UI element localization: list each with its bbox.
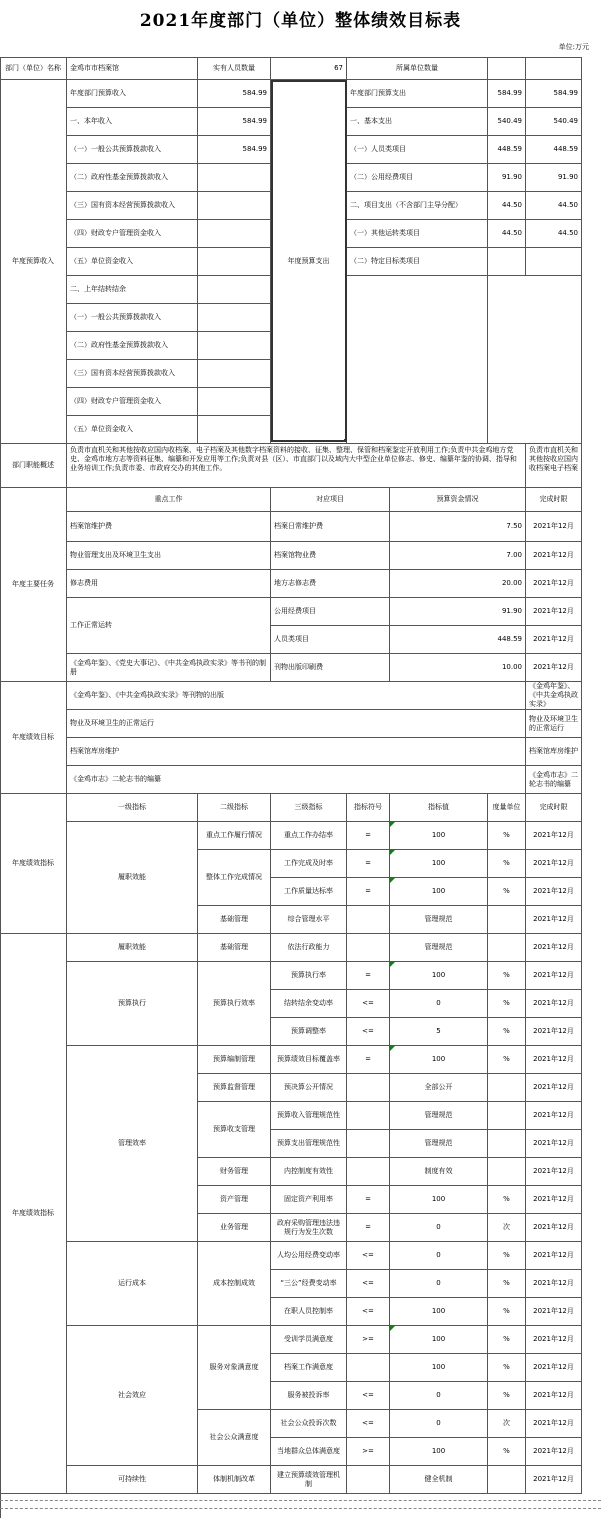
exp: 540.49: [526, 108, 582, 136]
task: 档案日常维护费: [271, 512, 390, 542]
empty-cell: [198, 276, 271, 304]
inc: （二）政府性基金预算拨款收入: [67, 332, 198, 360]
ind: 0: [390, 1242, 488, 1270]
comment-marker: [390, 1326, 395, 1331]
ind: >=: [347, 1326, 390, 1354]
goal: 档案馆库房维护: [526, 738, 582, 766]
ind: =: [347, 1214, 390, 1242]
ind: %: [488, 962, 526, 990]
empty-cell: [488, 248, 526, 276]
ind: 社会效应: [67, 1326, 198, 1466]
ind: 0: [390, 1382, 488, 1410]
ind: <=: [347, 1270, 390, 1298]
ind: 政府采购管理违法违规行为发生次数: [271, 1214, 347, 1242]
ind: 基础管理: [198, 934, 271, 962]
ind: 2021年12月: [526, 962, 582, 990]
ind: 履职效能: [67, 934, 198, 962]
ind: 健全机制: [390, 1466, 488, 1494]
exp: 448.59: [526, 136, 582, 164]
ind: %: [488, 1018, 526, 1046]
ind: 全部公开: [390, 1074, 488, 1102]
exp: 584.99: [526, 80, 582, 108]
ind: 可持续性: [67, 1466, 198, 1494]
task-section: 年度主要任务: [0, 488, 67, 682]
ind: 100: [390, 1046, 488, 1074]
exp: 91.90: [488, 164, 526, 192]
ind: %: [488, 1354, 526, 1382]
ind: 管理规范: [390, 1102, 488, 1130]
ind: %: [488, 1326, 526, 1354]
goal: 《金鸡年鉴》、《中共金鸡执政实录》等刊物的出版: [67, 682, 526, 710]
exp: 540.49: [488, 108, 526, 136]
ind: 2021年12月: [526, 1242, 582, 1270]
ind: 2021年12月: [526, 1410, 582, 1438]
task: 修志费用: [67, 570, 271, 598]
ind: 100: [390, 1354, 488, 1382]
task-h: 完成时限: [526, 488, 582, 512]
ind-h: 二级指标: [198, 794, 271, 822]
goal-section: 年度绩效目标: [0, 682, 67, 794]
empty-cell: [198, 248, 271, 276]
func-text2: 负责市直机关和其他按收应国内收档案电子档案: [526, 444, 582, 488]
ind: 100: [390, 1298, 488, 1326]
ind-section: 年度绩效指标: [0, 794, 67, 934]
exp: （二）特定目标类项目: [347, 248, 488, 276]
ind: 档案工作满意度: [271, 1354, 347, 1382]
ind: 次: [488, 1410, 526, 1438]
task: 《金鸡年鉴》、《党史大事记》、《中共金鸡执政实录》等书刊的制册: [67, 654, 271, 682]
empty-cell: [526, 248, 582, 276]
ind: 预算收支管理: [198, 1102, 271, 1158]
ind: %: [488, 1270, 526, 1298]
unit-label: 单位:万元: [558, 43, 589, 51]
ind: 管理效率: [67, 1046, 198, 1242]
inc: 584.99: [198, 80, 271, 108]
task: 档案馆维护费: [67, 512, 271, 542]
ind: %: [488, 1438, 526, 1466]
empty-cell: [347, 1158, 390, 1186]
ind: %: [488, 1186, 526, 1214]
func-text: 负责市直机关和其他按收应国内收档案、电子档案及其他数字档案资料的接收、征集、整理、保管和档案鉴定开放利用工作;负责中共金鸡地方党史、金鸡市地方志等资料征集、编纂和开发应用等工作;负责对县（区）、市直部门以及域内大中型企业单位修志、修史、编纂年鉴的协调、指导和业务培训工作;负责市委、市政府交办的其他工作。: [67, 444, 526, 488]
task: 物业管理支出及环境卫生支出: [67, 542, 271, 570]
ind: 基础管理: [198, 906, 271, 934]
ind: 业务管理: [198, 1214, 271, 1242]
ind2-section: 年度绩效指标: [0, 934, 67, 1494]
task: 7.00: [390, 542, 526, 570]
task: 7.50: [390, 512, 526, 542]
ind: 2021年12月: [526, 1270, 582, 1298]
ind: 100: [390, 822, 488, 850]
ind: <=: [347, 990, 390, 1018]
ind: %: [488, 1242, 526, 1270]
task: 2021年12月: [526, 598, 582, 626]
comment-marker: [390, 822, 395, 827]
ind: 2021年12月: [526, 1382, 582, 1410]
ind: 2021年12月: [526, 1074, 582, 1102]
income-section: 年度预算收入: [0, 80, 67, 444]
ind: 预算监督管理: [198, 1074, 271, 1102]
empty-cell: [198, 388, 271, 416]
ind: 2021年12月: [526, 1466, 582, 1494]
parent-label: 所属单位数量: [347, 57, 488, 80]
ind: 2021年12月: [526, 1046, 582, 1074]
dept-value: 金鸡市市档案馆: [67, 57, 198, 80]
ind: 服务对象满意度: [198, 1326, 271, 1410]
ind: 2021年12月: [526, 934, 582, 962]
empty-cell: [347, 934, 390, 962]
ind: 工作质量达标率: [271, 878, 347, 906]
comment-marker: [390, 878, 395, 883]
inc: （一）一般公共预算拨款收入: [67, 136, 198, 164]
ind: 2021年12月: [526, 1102, 582, 1130]
ind: 依法行政能力: [271, 934, 347, 962]
empty-cell: [198, 304, 271, 332]
inc: 584.99: [198, 108, 271, 136]
ind: 体制机制改革: [198, 1466, 271, 1494]
empty-cell: [347, 906, 390, 934]
task: 地方志修志费: [271, 570, 390, 598]
ind: 结转结余变动率: [271, 990, 347, 1018]
ind: 重点工作履行情况: [198, 822, 271, 850]
inc: （二）政府性基金预算拨款收入: [67, 164, 198, 192]
ind: %: [488, 1046, 526, 1074]
ind: 0: [390, 990, 488, 1018]
inc: （五）单位资金收入: [67, 248, 198, 276]
ind: 预算收入管理规范性: [271, 1102, 347, 1130]
task: 档案馆物业费: [271, 542, 390, 570]
ind: 建立预算绩效管理机制: [271, 1466, 347, 1494]
ind: 次: [488, 1214, 526, 1242]
inc: （三）国有资本经营预算拨款收入: [67, 192, 198, 220]
ind: 工作完成及时率: [271, 850, 347, 878]
inc: （三）国有资本经营预算拨款收入: [67, 360, 198, 388]
ind-h: 度量单位: [488, 794, 526, 822]
task-h: 对应项目: [271, 488, 390, 512]
ind: 2021年12月: [526, 1298, 582, 1326]
ind: =: [347, 850, 390, 878]
inc: （四）财政专户管理资金收入: [67, 388, 198, 416]
ind: 预算执行率: [271, 962, 347, 990]
ind: 2021年12月: [526, 1130, 582, 1158]
empty-cell: [347, 1466, 390, 1494]
exp: （一）人员类项目: [347, 136, 488, 164]
ind: 预算编制管理: [198, 1046, 271, 1074]
ind: =: [347, 1046, 390, 1074]
ind: 0: [390, 1270, 488, 1298]
goal: 《金鸡市志》二轮志书的编纂: [67, 766, 526, 794]
inc: （一）一般公共预算拨款收入: [67, 304, 198, 332]
comment-marker: [390, 1046, 395, 1051]
empty-cell: [198, 220, 271, 248]
ind: 2021年12月: [526, 1354, 582, 1382]
func-label: 部门职能概述: [0, 444, 67, 488]
ind: 运行成本: [67, 1242, 198, 1326]
ind: %: [488, 1382, 526, 1410]
task: 91.90: [390, 598, 526, 626]
ind: 当地群众总体满意度: [271, 1438, 347, 1466]
ind: 2021年12月: [526, 1438, 582, 1466]
ind: 财务管理: [198, 1158, 271, 1186]
ind: 社会公众满意度: [198, 1410, 271, 1466]
task: 2021年12月: [526, 512, 582, 542]
dept-label: 部门（单位）名称: [0, 57, 67, 80]
ind: 2021年12月: [526, 1214, 582, 1242]
task: 工作正常运转: [67, 598, 271, 654]
ind: 2021年12月: [526, 1186, 582, 1214]
ind: %: [488, 822, 526, 850]
ind: 整体工作完成情况: [198, 850, 271, 906]
ind: 预决算公开情况: [271, 1074, 347, 1102]
empty-cell: [526, 57, 582, 80]
ind: %: [488, 850, 526, 878]
task-h: 预算资金情况: [390, 488, 526, 512]
task: 2021年12月: [526, 626, 582, 654]
staff-value: 67: [271, 57, 347, 80]
exp: 年度部门预算支出: [347, 80, 488, 108]
empty-cell: [488, 934, 526, 962]
ind: 管理规范: [390, 906, 488, 934]
ind: 管理规范: [390, 934, 488, 962]
ind: 制度有效: [390, 1158, 488, 1186]
empty-cell: [347, 1074, 390, 1102]
task: 人员类项目: [271, 626, 390, 654]
ind: 5: [390, 1018, 488, 1046]
ind-h: 一级指标: [67, 794, 198, 822]
ind: 预算绩效目标覆盖率: [271, 1046, 347, 1074]
empty-cell: [347, 1130, 390, 1158]
ind: 综合管理水平: [271, 906, 347, 934]
empty-cell: [488, 1074, 526, 1102]
inc: 584.99: [198, 136, 271, 164]
ind-h: 指标值: [390, 794, 488, 822]
exp: 44.50: [526, 192, 582, 220]
ind-h: 三级指标: [271, 794, 347, 822]
ind: =: [347, 1186, 390, 1214]
inc: 一、本年收入: [67, 108, 198, 136]
goal: 档案馆库房维护: [67, 738, 526, 766]
empty-cell: [488, 57, 526, 80]
inc: 二、上年结转结余: [67, 276, 198, 304]
ind: 预算支出管理规范性: [271, 1130, 347, 1158]
ind: 资产管理: [198, 1186, 271, 1214]
comment-marker: [390, 962, 395, 967]
empty-cell: [198, 164, 271, 192]
empty-cell: [488, 1102, 526, 1130]
ind: 社会公众投诉次数: [271, 1410, 347, 1438]
ind: 服务被投诉率: [271, 1382, 347, 1410]
exp: （一）其他运转类项目: [347, 220, 488, 248]
ind: “三公”经费变动率: [271, 1270, 347, 1298]
ind: 管理规范: [390, 1130, 488, 1158]
ind: 2021年12月: [526, 1158, 582, 1186]
ind: 2021年12月: [526, 850, 582, 878]
ind: <=: [347, 1298, 390, 1326]
ind: 0: [390, 1410, 488, 1438]
exp: （二）公用经费项目: [347, 164, 488, 192]
exp: 448.59: [488, 136, 526, 164]
ind: 100: [390, 1186, 488, 1214]
exp: 二、项目支出（不含部门主导分配）: [347, 192, 488, 220]
empty-cell: [488, 1158, 526, 1186]
ind: 100: [390, 1326, 488, 1354]
empty-cell: [488, 1466, 526, 1494]
page-break-line-2: [0, 1508, 601, 1509]
task-h: 重点工作: [67, 488, 271, 512]
goal: 物业及环境卫生的正常运行: [526, 710, 582, 738]
ind-h: 指标符号: [347, 794, 390, 822]
exp: 一、基本支出: [347, 108, 488, 136]
ind: %: [488, 990, 526, 1018]
ind: <=: [347, 1382, 390, 1410]
empty-cell: [198, 192, 271, 220]
exp: 44.50: [488, 220, 526, 248]
empty-cell: [488, 906, 526, 934]
ind: 受训学员满意度: [271, 1326, 347, 1354]
empty-cell: [488, 276, 582, 444]
inc: （五）单位资金收入: [67, 416, 198, 444]
task: 2021年12月: [526, 542, 582, 570]
empty-cell: [198, 332, 271, 360]
staff-label: 实有人员数量: [198, 57, 271, 80]
goal: 《金鸡年鉴》、《中共金鸡执政实录》: [526, 682, 582, 710]
ind: 在职人员控制率: [271, 1298, 347, 1326]
page-title: 2021年度部门（单位）整体绩效目标表: [139, 11, 462, 31]
empty-cell: [347, 1102, 390, 1130]
ind: =: [347, 822, 390, 850]
expense-section: 年度预算支出: [271, 80, 347, 444]
ind: 预算执行: [67, 962, 198, 1046]
exp: 44.50: [488, 192, 526, 220]
ind: 重点工作办结率: [271, 822, 347, 850]
empty-cell: [488, 1130, 526, 1158]
ind: 人均公用经费变动率: [271, 1242, 347, 1270]
empty-cell: [347, 276, 488, 444]
exp: 44.50: [526, 220, 582, 248]
ind-h: 完成时限: [526, 794, 582, 822]
ind: 预算调整率: [271, 1018, 347, 1046]
task: 2021年12月: [526, 654, 582, 682]
ind: %: [488, 878, 526, 906]
goal: 物业及环境卫生的正常运行: [67, 710, 526, 738]
ind: 2021年12月: [526, 822, 582, 850]
ind: 2021年12月: [526, 878, 582, 906]
empty-cell: [198, 416, 271, 444]
ind: 2021年12月: [526, 1326, 582, 1354]
task: 20.00: [390, 570, 526, 598]
task: 公用经费项目: [271, 598, 390, 626]
goal: 《金鸡市志》二轮志书的编纂: [526, 766, 582, 794]
task: 448.59: [390, 626, 526, 654]
ind: >=: [347, 1438, 390, 1466]
task: 10.00: [390, 654, 526, 682]
empty-cell: [347, 1354, 390, 1382]
ind: 成本控制成效: [198, 1242, 271, 1326]
ind: =: [347, 962, 390, 990]
ind: 100: [390, 850, 488, 878]
ind: %: [488, 1298, 526, 1326]
ind: 履职效能: [67, 822, 198, 934]
ind: <=: [347, 1242, 390, 1270]
ind: 内控制度有效性: [271, 1158, 347, 1186]
ind: 0: [390, 1214, 488, 1242]
exp: 584.99: [488, 80, 526, 108]
exp: 91.90: [526, 164, 582, 192]
ind: <=: [347, 1410, 390, 1438]
inc: 年度部门预算收入: [67, 80, 198, 108]
empty-cell: [198, 360, 271, 388]
ind: 2021年12月: [526, 1018, 582, 1046]
ind: 100: [390, 1438, 488, 1466]
ind: <=: [347, 1018, 390, 1046]
ind: 100: [390, 962, 488, 990]
ind: 2021年12月: [526, 990, 582, 1018]
ind: 2021年12月: [526, 906, 582, 934]
page-break-line: [0, 1500, 601, 1501]
inc: （四）财政专户管理资金收入: [67, 220, 198, 248]
task: 2021年12月: [526, 570, 582, 598]
ind: =: [347, 878, 390, 906]
ind: 预算执行效率: [198, 962, 271, 1046]
task: 刊物出版印刷费: [271, 654, 390, 682]
ind: 100: [390, 878, 488, 906]
comment-marker: [390, 850, 395, 855]
ind: 固定资产利用率: [271, 1186, 347, 1214]
